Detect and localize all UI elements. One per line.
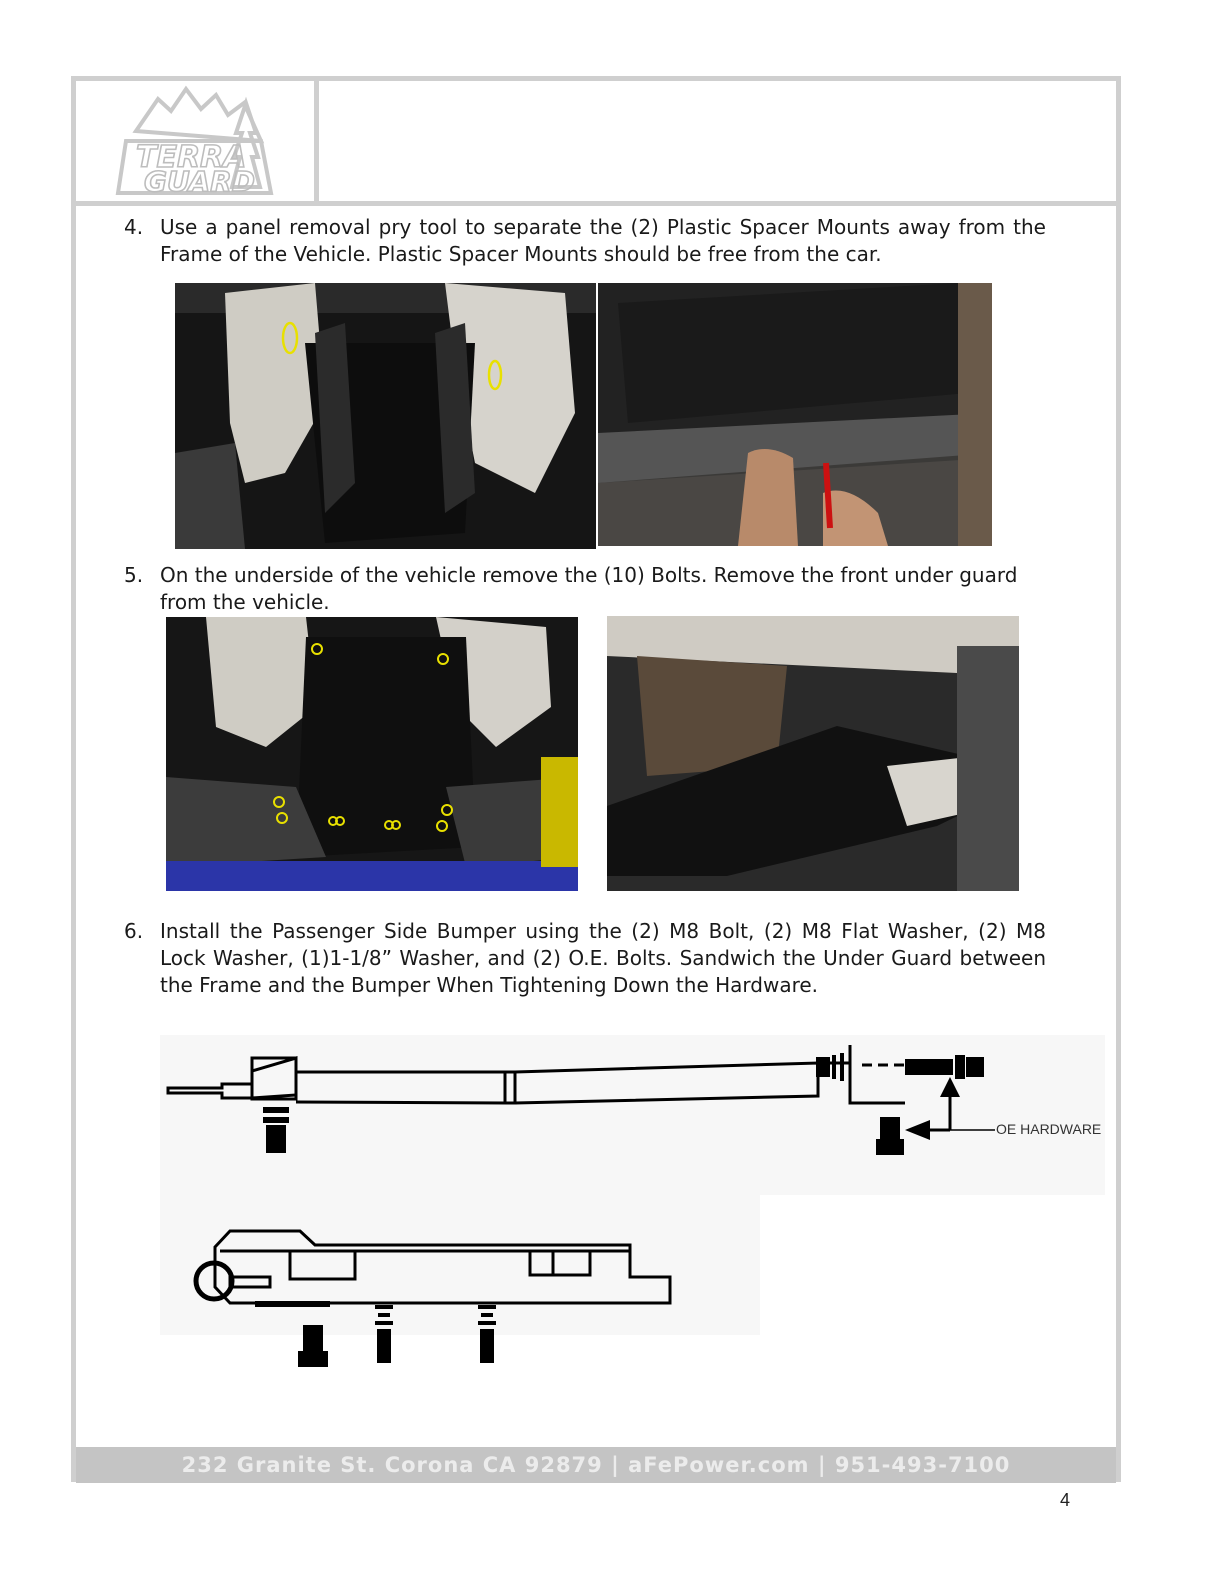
step-6: [124, 918, 1046, 1002]
terra-guard-logo: [76, 81, 314, 201]
logo-text-guard: GUARD: [144, 165, 255, 198]
step-number: 4.: [124, 215, 144, 239]
header-divider-horizontal: [76, 201, 1116, 206]
footer-bar: [76, 1447, 1116, 1483]
step-number: 6.: [124, 919, 144, 943]
photo-pry-tool-removal: [598, 283, 992, 546]
page-number: 4: [1059, 1490, 1070, 1510]
step-text: Install the Passenger Side Bumper using the (2) M8 Bolt, (2) M8 Flat Washer, (2) M8 Lock Washer, (1)1-1/8” Washer, and (2) O.E. Bolts. Sandwich the Under Guard between the Frame and the Bumper When Tightening Down the Hardware.: [160, 919, 1046, 997]
oe-hardware-label: OE HARDWARE: [996, 1121, 1102, 1137]
photo-underside-spacer-mounts: [175, 283, 596, 549]
photo-underside-bolts: [166, 617, 578, 891]
diagram-bumper-side-view: [160, 1035, 1105, 1195]
logo-text-terra: TERRA: [136, 140, 247, 175]
step-text: On the underside of the vehicle remove the (10) Bolts. Remove the front under guard from the vehicle.: [160, 563, 1018, 614]
step-text: Use a panel removal pry tool to separate the (2) Plastic Spacer Mounts away from the Frame of the Vehicle. Plastic Spacer Mounts should be free from the car.: [160, 215, 1046, 266]
header-divider-vertical: [314, 81, 319, 203]
step-4: [124, 214, 1046, 270]
footer-contact-text: 232 Granite St. Corona CA 92879 | aFePower.com | 951-493-7100: [181, 1453, 1011, 1477]
diagram-bumper-top-view: [160, 1195, 760, 1385]
step-5: [124, 562, 1046, 618]
photo-under-guard-removed: [607, 616, 1019, 891]
step-number: 5.: [124, 563, 144, 587]
